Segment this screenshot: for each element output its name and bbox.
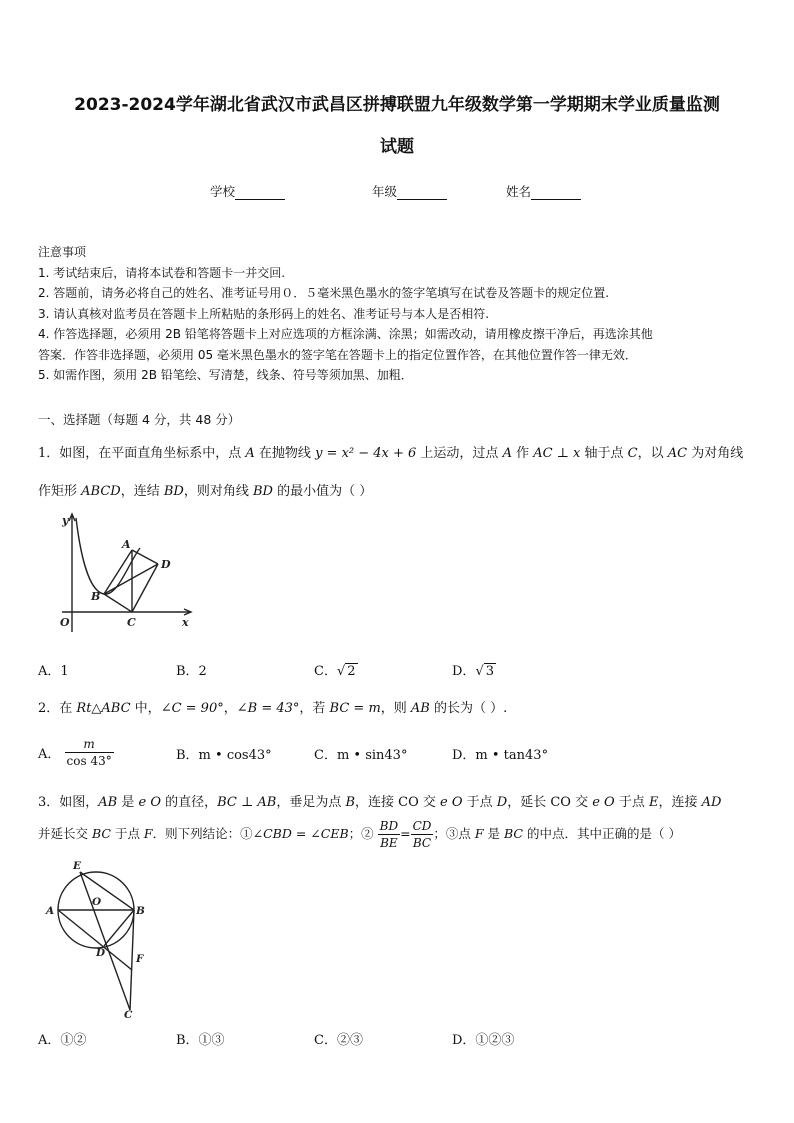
q3-label-b: B [136,905,145,917]
notice-item: 答案．作答非选择题，必须用 05 毫米黑色墨水的签字笔在答题卡上的指定位置作答，在其他位置作答一律无效． [38,347,637,362]
q1-label-y: y [62,514,69,527]
school-field[interactable] [210,182,285,200]
q1-segment-bc [104,594,132,612]
name-blank[interactable] [531,187,581,200]
q3-option-a[interactable]: A．①② [38,1033,87,1048]
name-label: 姓名 [506,184,532,199]
q1-parabola [76,518,140,594]
q3-option-b[interactable]: B．①③ [176,1033,225,1048]
q2-option-a-fraction: $\frac{m}{\cos 43^\circ}$ [66,737,112,768]
school-blank[interactable] [235,187,285,200]
q3-option-c[interactable]: C．②③ [314,1033,363,1048]
q3-label-o: O [92,896,102,908]
q1-segment-ad [132,550,158,564]
q3-line-ec [80,872,130,1010]
exam-title-line1: 2023-2024学年湖北省武汉市武昌区拼搏联盟九年级数学第一学期期末学业质量监测 [74,95,720,115]
q1-label-d: D [161,558,171,571]
grade-blank[interactable] [397,187,447,200]
q1-label-a: A [122,538,131,551]
q1-text-line2: 作矩形 ABCD，连结 BD，则对角线 BD 的最小值为（ ） [38,484,373,499]
q1-segment-ab [104,550,132,594]
q3-label-e: E [73,860,82,872]
notice-heading: 注意事项 [38,245,87,259]
q1-label-x: x [182,616,189,629]
q1-text-line1: 1．如图，在平面直角坐标系中，点 A 在抛物线 y = x² − 4x + 6 上运动，过点 A 作 AC ⊥ x 轴于点 C，以 AC 为对角线 [38,446,744,461]
q3-text-line2: 并延长交 BC 于点 F．则下列结论：①∠CBD = ∠CEB；② $\frac{BD}{BE}$ = $\frac{CD}{BC}$ ；③点 F 是 BC 的中点．其中正确的是（ ） [38,819,681,850]
notice-item: 3. 请认真核对监考员在答题卡上所粘贴的条形码上的姓名、准考证号与本人是否相符. [38,306,490,321]
q3-figure [40,858,160,1020]
q3-text-line1: 3．如图，AB 是 e O 的直径，BC ⊥ AB，垂足为点 B，连接 CO 交 e O 于点 D，延长 CO 交 e O 于点 E，连接 AD [38,795,722,810]
notice-item: 1. 考试结束后，请将本试卷和答题卡一并交回. [38,265,286,280]
notice-item: 5. 如需作图，须用 2B 铅笔绘、写清楚，线条、符号等须加黑、加粗． [38,368,413,382]
q2-option-d[interactable]: D．m • tan43° [452,748,549,763]
section-heading: 一、选择题（每题 4 分，共 48 分） [38,412,241,427]
q3-line-af [58,910,132,970]
q3-fraction-cd-bc: $\frac{CD}{BC}$ [412,819,432,850]
q1-label-c: C [127,616,136,629]
name-field[interactable] [506,182,581,200]
school-label: 学校 [210,184,236,199]
sqrt-symbol: √ 2 [336,664,356,679]
q3-option-d[interactable]: D．①②③ [452,1033,515,1048]
grade-label: 年级 [372,184,398,199]
grade-field[interactable] [372,182,447,200]
q2-text: 2．在 Rt△ABC 中，∠C = 90°，∠B = 43°，若 BC = m，则 AB 的长为（ ）. [38,701,508,716]
notice-block [38,242,758,386]
q1-figure [58,508,198,638]
q1-option-c[interactable]: C．√ 2 [314,664,356,679]
q1-option-a[interactable]: A．1 [38,664,69,679]
q3-fraction-bd-be: $\frac{BD}{BE}$ [379,819,399,850]
q3-label-c: C [124,1009,133,1020]
q2-option-a[interactable]: A． $\frac{m}{\cos 43^\circ}$ [38,737,112,768]
sqrt-symbol: √ 3 [475,664,495,679]
q1-label-o: O [60,616,70,629]
q2-option-c[interactable]: C．m • sin43° [314,748,408,763]
exam-title-line2: 试题 [380,137,414,157]
q3-label-f: F [136,953,144,965]
q1-option-d[interactable]: D．√ 3 [452,664,495,679]
q3-segment-eb [80,872,134,910]
q3-label-d: D [96,947,106,959]
q1-option-b[interactable]: B．2 [176,664,207,679]
q1-label-b: B [91,590,101,603]
notice-item: 4. 作答选择题，必须用 2B 铅笔将答题卡上对应选项的方框涂满、涂黑；如需改动，请用橡皮擦干净后，再选涂其他 [38,327,653,341]
q2-option-b[interactable]: B．m • cos43° [176,748,272,763]
q3-label-a: A [46,905,55,917]
notice-item: 2. 答题前，请务必将自己的姓名、准考证号用０．５毫米黑色墨水的签字笔填写在试卷及答题卡的规定位置. [38,286,610,300]
